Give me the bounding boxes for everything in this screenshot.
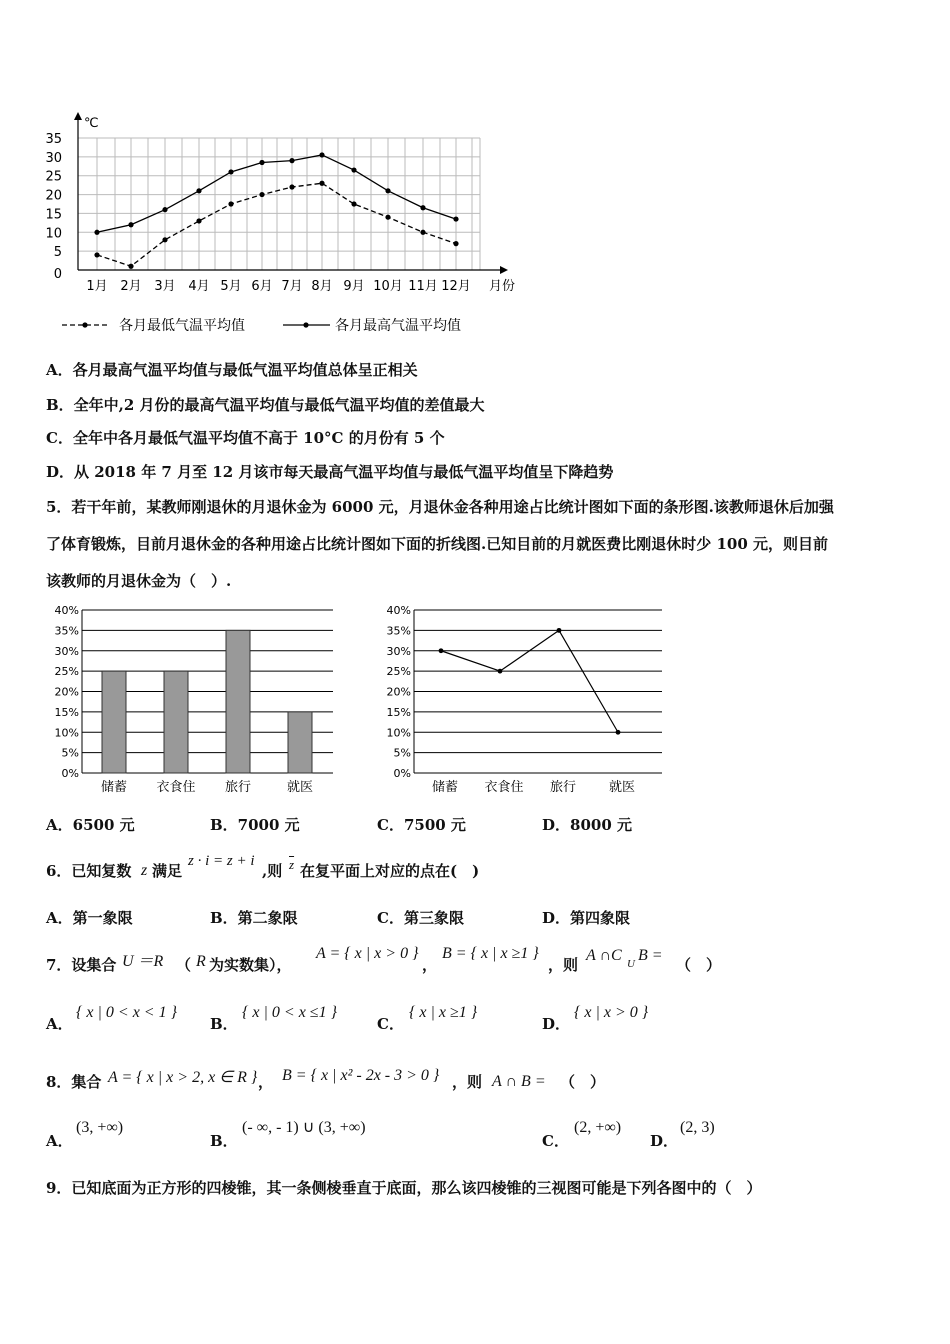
bar	[226, 630, 250, 773]
data-point	[162, 207, 167, 212]
bar	[102, 671, 126, 773]
data-point	[128, 264, 133, 269]
data-point	[162, 237, 167, 242]
x-tick-label: 4月	[188, 279, 210, 294]
data-point	[351, 201, 356, 206]
data-point	[385, 188, 390, 193]
q4-option-b: B．全年中,2 月份的最高气温平均值与最低气温平均值的差值最大	[46, 396, 485, 414]
q5-option-a: A．6500 元	[46, 816, 135, 834]
bar-chart-y-tick: 0%	[61, 767, 79, 780]
q8-option-b: (- ∞, - 1) ∪ (3, +∞)	[242, 1119, 366, 1136]
y-tick-label: 5	[53, 245, 62, 261]
q8-option-b-label: B．	[210, 1132, 238, 1150]
q4-option-a: A．各月最高气温平均值与最低气温平均值总体呈正相关	[46, 361, 418, 379]
data-point	[420, 205, 425, 210]
bar-chart-y-tick: 35%	[54, 624, 79, 638]
q7-set-a: A = { x | x > 0 }	[316, 945, 419, 962]
x-tick-label: 8月	[311, 279, 333, 294]
bar-chart-y-tick: 40%	[54, 604, 79, 617]
q6-equation: z · i = z + i	[188, 853, 255, 869]
bar-chart-y-tick: 30%	[54, 644, 79, 658]
y-tick-label: 0	[53, 267, 62, 282]
q8-option-c-label: C．	[542, 1132, 569, 1150]
legend-marker-high	[303, 322, 308, 327]
legend-marker-low	[82, 322, 87, 327]
x-tick-label: 5月	[220, 279, 242, 294]
line-chart-y-tick: 25%	[386, 665, 411, 679]
q8-option-d-label: D．	[650, 1132, 679, 1150]
bar-chart-y-tick: 20%	[54, 685, 79, 699]
q7-expression-b: B =	[638, 947, 663, 964]
data-point	[228, 169, 233, 174]
x-tick-label: 11月	[408, 279, 438, 294]
bar	[164, 671, 188, 773]
x-tick-label: 2月	[120, 279, 142, 294]
q7-option-b: { x | 0 < x ≤1 }	[242, 1004, 337, 1021]
line-chart-x-label: 衣食住	[484, 780, 524, 795]
bar-chart-y-tick: 5%	[61, 746, 79, 760]
q7-universal-set: U ＝R	[122, 953, 164, 970]
q8-set-a: A = { x | x > 2, x ∈ R }	[108, 1069, 258, 1086]
q5-stem-line3: 该教师的月退休金为（ ）.	[46, 572, 232, 590]
q8-then: ，则	[452, 1073, 483, 1091]
line-chart-point	[498, 669, 503, 674]
line-chart-y-tick: 15%	[386, 705, 411, 719]
line-chart-y-tick: 30%	[386, 644, 411, 658]
x-tick-label: 3月	[154, 279, 176, 294]
q8-option-c: (2, +∞)	[574, 1119, 622, 1136]
q8-option-a-label: A．	[46, 1132, 73, 1150]
y-axis-arrow	[74, 112, 82, 120]
x-tick-label: 7月	[281, 279, 303, 294]
q7-prefix: 7．设集合	[46, 956, 117, 974]
x-axis-arrow	[500, 266, 508, 274]
q6-satisfies: 满足	[152, 862, 183, 880]
data-point	[385, 215, 390, 220]
line-chart-x-label: 旅行	[549, 780, 577, 795]
bar-chart-y-tick: 15%	[54, 705, 79, 719]
line-chart-y-tick: 5%	[393, 746, 411, 760]
q7-option-d-label: D．	[542, 1015, 571, 1033]
bar-chart-x-label: 旅行	[224, 780, 252, 795]
q5-stem-line1: 5．若干年前，某教师刚退休的月退休金为 6000 元，月退休金各种用途占比统计图如下面的条形图.该教师退休后加强	[46, 498, 834, 516]
q6-option-c: C．第三象限	[377, 909, 464, 927]
q7-option-d: { x | x > 0 }	[574, 1004, 649, 1021]
data-point	[453, 241, 458, 246]
y-tick-label: 25	[45, 169, 62, 185]
y-axis-unit: ℃	[84, 116, 99, 131]
line-chart-y-tick: 10%	[386, 726, 411, 740]
legend-label-high: 各月最高气温平均值	[335, 318, 461, 334]
x-tick-label: 12月	[441, 279, 471, 294]
q5-option-c: C．7500 元	[377, 816, 466, 834]
q5-option-d: D．8000 元	[542, 816, 632, 834]
q7-paren-open: （	[176, 956, 192, 974]
q9-stem: 9．已知底面为正方形的四棱锥，其一条侧棱垂直于底面，那么该四棱锥的三视图可能是下列各图中的（ ）	[46, 1179, 762, 1197]
bar-chart-x-label: 储蓄	[100, 780, 128, 795]
x-tick-label: 6月	[251, 279, 273, 294]
q6-prefix: 6．已知复数	[46, 862, 132, 880]
q7-comma: ，	[422, 956, 438, 974]
y-tick-label: 10	[45, 226, 62, 242]
x-tick-label: 9月	[343, 279, 365, 294]
bar-chart-y-tick: 25%	[54, 665, 79, 679]
data-point	[128, 222, 133, 227]
x-tick-label: 1月	[86, 279, 108, 294]
q4-option-d: D．从 2018 年 7 月至 12 月该市每天最高气温平均值与最低气温平均值呈下降趋势	[46, 463, 614, 481]
y-tick-label: 35	[45, 132, 62, 147]
line-chart-point	[616, 730, 621, 735]
y-tick-label: 30	[45, 150, 62, 166]
x-tick-label: 10月	[373, 279, 403, 294]
q7-option-a-label: A．	[46, 1015, 73, 1033]
q7-set-b: B = { x | x ≥1 }	[442, 945, 539, 962]
bar-chart-y-tick: 10%	[54, 726, 79, 740]
q8-comma: ，	[258, 1073, 274, 1091]
q6-question: 在复平面上对应的点在( )	[300, 862, 480, 880]
q7-answer-paren: （ ）	[676, 956, 722, 974]
q7-option-c-label: C．	[377, 1015, 404, 1033]
line-chart-point	[557, 628, 562, 633]
line-chart-y-tick: 20%	[386, 685, 411, 699]
line-chart-point	[439, 648, 444, 653]
q6-then: ,则	[262, 862, 283, 880]
q8-set-b: B = { x | x² - 2x - 3 > 0 }	[282, 1067, 440, 1084]
q8-answer-paren: （ ）	[560, 1073, 606, 1091]
line-chart-x-label: 储蓄	[431, 780, 459, 795]
q6-option-d: D．第四象限	[542, 909, 631, 927]
q5-stem-line2: 了体育锻炼，目前月退休金的各种用途占比统计图如下面的折线图.已知目前的月就医费比刚退休时少 100 元，则目前	[46, 535, 828, 553]
data-point	[319, 181, 324, 186]
q4-option-c: C．全年中各月最低气温平均值不高于 10°C 的月份有 5 个	[46, 429, 445, 447]
q8-prefix: 8．集合	[46, 1073, 102, 1091]
y-tick-label: 20	[45, 188, 62, 204]
data-point	[228, 201, 233, 206]
data-point	[196, 218, 201, 223]
data-point	[94, 252, 99, 257]
line-chart-y-tick: 40%	[386, 604, 411, 617]
q6-option-b: B．第二象限	[210, 909, 298, 927]
q7-subscript-u: U	[627, 958, 635, 970]
q5-option-b: B．7000 元	[210, 816, 300, 834]
data-point	[196, 188, 201, 193]
data-point	[289, 184, 294, 189]
line-chart-x-label: 就医	[608, 780, 636, 795]
q7-option-a: { x | 0 < x < 1 }	[76, 1004, 177, 1021]
legend-label-low: 各月最低气温平均值	[119, 318, 245, 334]
data-point	[289, 158, 294, 163]
q8-option-d: (2, 3)	[680, 1119, 715, 1136]
q6-z-conjugate: $\overline{z}$	[289, 857, 295, 872]
q7-then: ，则	[548, 956, 579, 974]
retirement-charts	[0, 595, 950, 805]
line-chart-y-tick: 35%	[386, 624, 411, 638]
line-chart-series	[441, 630, 618, 732]
data-point	[453, 216, 458, 221]
q7-option-c: { x | x ≥1 }	[409, 1004, 478, 1021]
q7-expression: A ∩C	[586, 947, 622, 964]
line-chart-y-tick: 0%	[393, 767, 411, 780]
data-point	[351, 167, 356, 172]
q6-variable-z: z	[141, 862, 148, 879]
q6-option-a: A．第一象限	[46, 909, 133, 927]
q7-option-b-label: B．	[210, 1015, 238, 1033]
temperature-chart	[0, 0, 950, 345]
bar-chart-x-label: 就医	[286, 780, 314, 795]
data-point	[94, 230, 99, 235]
data-point	[259, 160, 264, 165]
q7-R: R	[196, 953, 206, 970]
bar	[288, 712, 312, 773]
q8-expression: A ∩ B =	[492, 1073, 546, 1090]
data-point	[420, 230, 425, 235]
q7-real-numbers: 为实数集），	[209, 956, 292, 974]
data-point	[319, 152, 324, 157]
y-tick-label: 15	[45, 207, 62, 223]
q8-option-a: (3, +∞)	[76, 1119, 124, 1136]
data-point	[259, 192, 264, 197]
x-axis-label: 月份	[488, 279, 516, 294]
bar-chart-x-label: 衣食住	[156, 780, 196, 795]
